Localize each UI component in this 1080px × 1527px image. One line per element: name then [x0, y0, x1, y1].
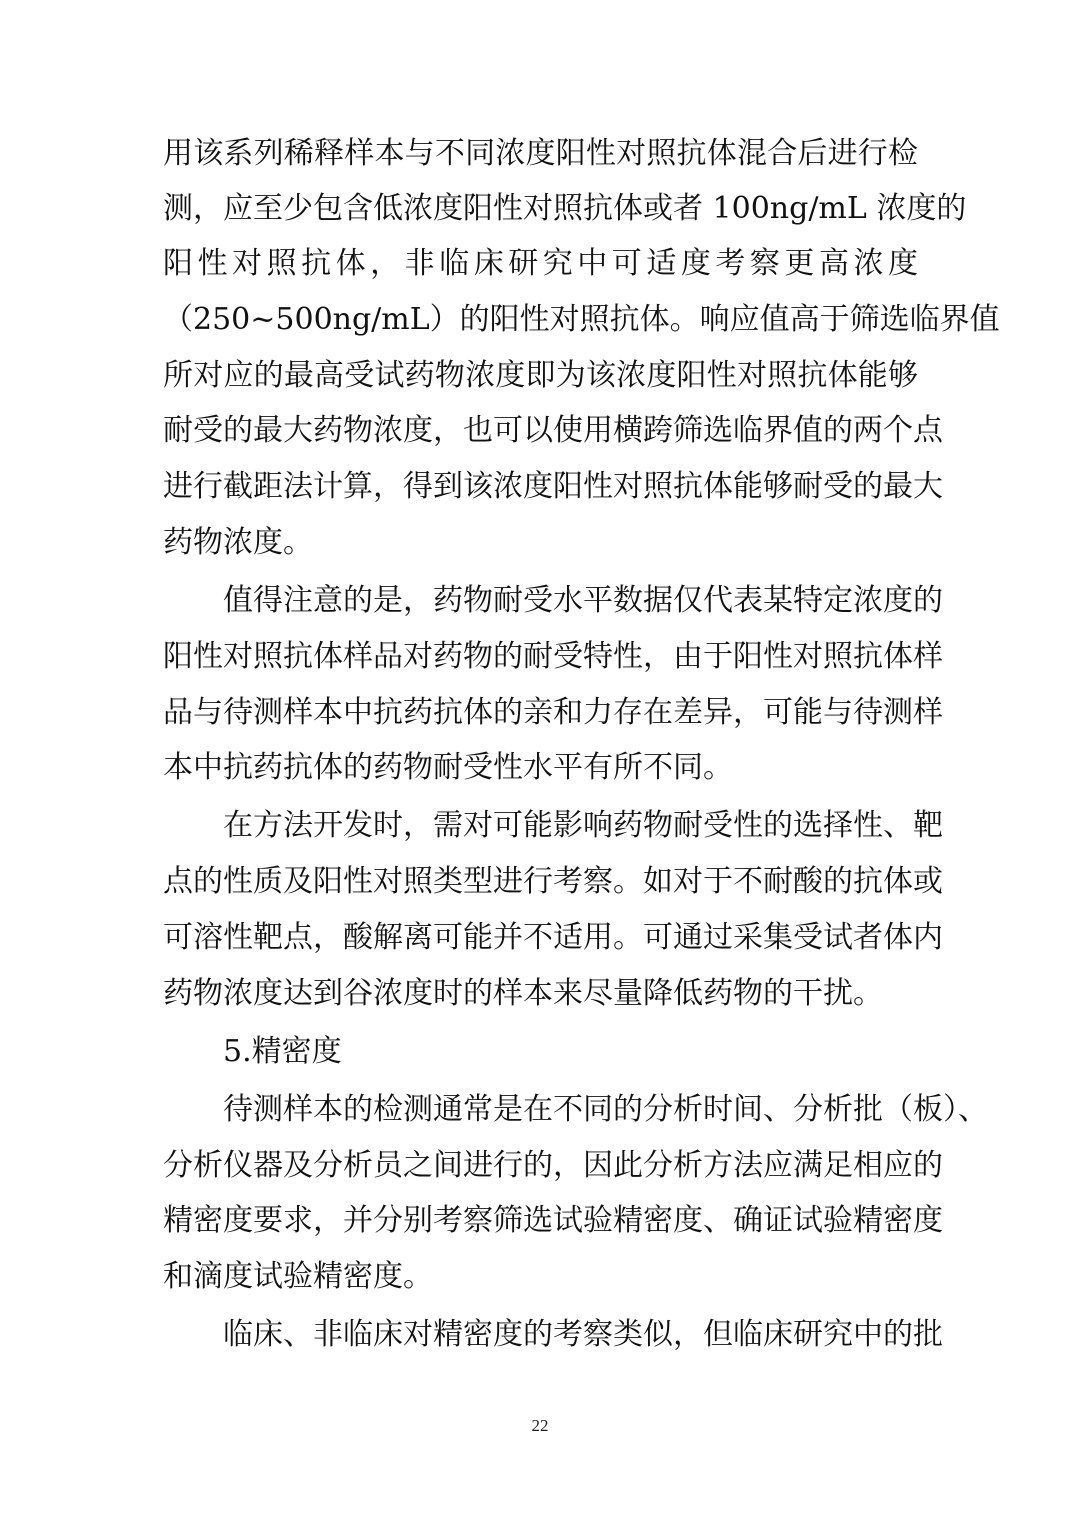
body-text-line: 在方法开发时，需对可能影响药物耐受性的选择性、靶: [223, 808, 943, 843]
body-text-line: 用该系列稀释样本与不同浓度阳性对照抗体混合后进行检: [163, 136, 918, 171]
body-text-line: 进行截距法计算，得到该浓度阳性对照抗体能够耐受的最大: [163, 469, 943, 504]
body-text-line: 阳性对照抗体，非临床研究中可适度考察更高浓度: [163, 246, 918, 281]
body-text-line: 可溶性靶点，酸解离可能并不适用。可通过采集受试者体内: [163, 920, 943, 955]
body-text-line: 品与待测样本中抗药抗体的亲和力存在差异，可能与待测样: [163, 695, 943, 730]
page-number: 22: [531, 1416, 549, 1435]
body-text-line: 本中抗药抗体的药物耐受性水平有所不同。: [163, 750, 733, 785]
body-text-line: 药物浓度。: [163, 525, 313, 560]
body-text-line: （250~500ng/mL）的阳性对照抗体。响应值高于筛选临界值: [163, 302, 1000, 337]
body-text-line: 分析仪器及分析员之间进行的，因此分析方法应满足相应的: [163, 1148, 943, 1183]
body-text-line: 点的性质及阳性对照类型进行考察。如对于不耐酸的抗体或: [163, 864, 943, 899]
body-text-line: 测，应至少包含低浓度阳性对照抗体或者 100ng/mL 浓度的: [163, 191, 967, 226]
body-text-line: 待测样本的检测通常是在不同的分析时间、分析批（板）、: [223, 1092, 988, 1127]
body-text-line: 药物浓度达到谷浓度时的样本来尽量降低药物的干扰。: [163, 976, 883, 1011]
body-text-line: 临床、非临床对精密度的考察类似，但临床研究中的批: [223, 1317, 943, 1352]
body-text-line: 所对应的最高受试药物浓度即为该浓度阳性对照抗体能够: [163, 358, 918, 393]
section-heading: 5.精密度: [223, 1034, 342, 1069]
body-text-line: 阳性对照抗体样品对药物的耐受特性，由于阳性对照抗体样: [163, 639, 943, 674]
body-text-line: 值得注意的是，药物耐受水平数据仅代表某特定浓度的: [223, 583, 943, 618]
body-text-line: 和滴度试验精密度。: [163, 1259, 433, 1294]
body-text-line: 耐受的最大药物浓度，也可以使用横跨筛选临界值的两个点: [163, 413, 943, 448]
body-text-line: 精密度要求，并分别考察筛选试验精密度、确证试验精密度: [163, 1203, 943, 1238]
